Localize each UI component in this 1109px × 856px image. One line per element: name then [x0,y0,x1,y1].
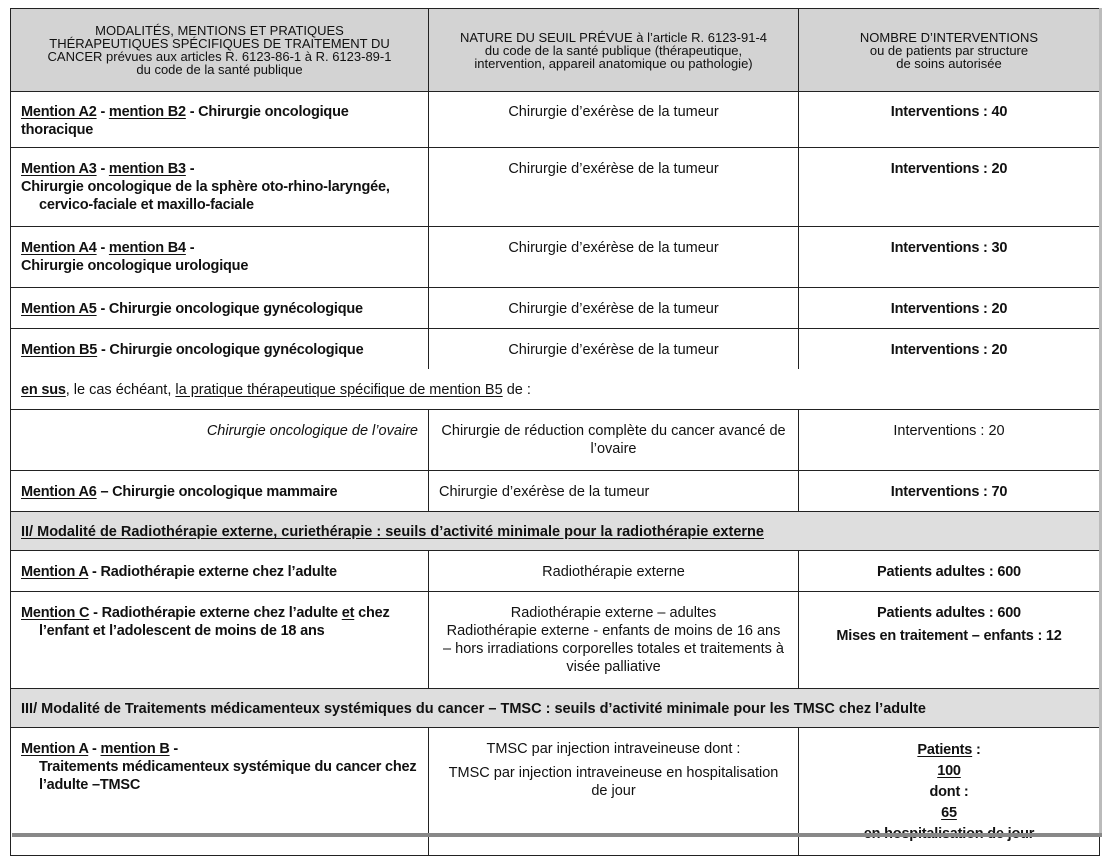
section-title [11,512,1100,551]
nature-cell: Chirurgie d’exérèse de la tumeur [429,471,799,512]
header-text: NATURE DU SEUIL PRÉVUE à l’article R. 6123-91-4 [459,29,768,45]
section-title-text: II/ Modalité de Radiothérapie externe, curiethérapie : seuils d’activité minimale pour la radiothérapie externe [21,524,764,540]
mention-title: - Chirurgie oncologique gynécologique [96,301,363,317]
header-text: NOMBRE D’INTERVENTIONS [859,29,1039,45]
nature-line: TMSC par injection intraveineuse dont : [486,741,741,757]
header-text: du code de la santé publique [136,62,303,77]
mention-title: cervico-faciale et maxillo-faciale [39,197,254,213]
table-row [11,92,1100,148]
table-row [11,227,1100,288]
mention-label: Mention A [21,564,89,580]
table-header-row [11,9,1100,92]
table-row [11,148,1100,227]
count-line [809,740,1089,761]
section-row [11,689,1100,728]
count-cell: Interventions : 30 [799,227,1100,288]
header-text: intervention, appareil anatomique ou pathologie) [474,55,753,71]
threshold-table [10,8,1100,856]
header-modalites [11,9,429,92]
count-line: dont : [929,784,969,800]
count-line: Mises en traitement – enfants : 12 [836,628,1062,644]
mention-title: – Chirurgie oncologique mammaire [96,484,338,500]
header-text: CANCER prévues aux articles R. 6123-86-1 à R. 6123-89-1 [47,49,392,64]
modalite-cell: Chirurgie oncologique de l’ovaire [11,410,429,471]
count-line: Patients adultes : 600 [877,605,1021,621]
mention-label: Mention A4 [21,240,97,256]
nature-line: TMSC par injection intraveineuse en hospitalisation de jour [448,765,779,799]
nature-cell [429,592,799,689]
mention-title: Chirurgie oncologique urologique [21,258,249,274]
mention-title: Chirurgie oncologique de la sphère oto-rhino-laryngée, [21,179,390,195]
mention-label: Mention A5 [21,301,97,317]
mention-label: Mention A3 [21,161,97,177]
mention-label: mention B [100,741,170,757]
count-cell: Interventions : 20 [799,410,1100,471]
mention-title: - Radiothérapie externe chez l’adulte [88,564,337,580]
mention-title: l’enfant et l’adolescent de moins de 18 ans [39,623,325,639]
ensus-link-text: la pratique thérapeutique spécifique de mention B5 [175,382,503,398]
table-row [11,288,1100,329]
mention-label: Mention B5 [21,342,98,358]
header-text: THÉRAPEUTIQUES SPÉCIFIQUES DE TRAITEMENT DU [49,36,390,51]
mention-title: chez [354,605,390,621]
count-cell [799,592,1100,689]
mention-title: - Chirurgie oncologique gynécologique [97,342,364,358]
mention-title: - Radiothérapie externe chez l’adulte [89,605,342,621]
separator: - [96,240,109,256]
table-row [11,369,1100,410]
count-cell: Interventions : 40 [799,92,1100,148]
ensus-text: , le cas échéant, [65,382,176,398]
nature-line: Radiothérapie externe - enfants de moins de 16 ans – hors irradiations corporelles totales et traitements à visée palliative [443,623,784,675]
modalite-cell [11,329,429,370]
header-text: MODALITÉS, MENTIONS ET PRATIQUES [95,23,344,38]
nature-cell: Chirurgie d’exérèse de la tumeur [429,148,799,227]
page-shadow-right [1099,8,1102,837]
nature-line: Radiothérapie externe – adultes [510,605,717,621]
separator: - [96,104,109,120]
header-text: du code de la santé publique (thérapeutique, [484,42,743,58]
section-title-text: III/ Modalité de Traitements médicamenteux systémiques du cancer – TMSC : seuils d’activité minimale pour les TMSC chez l’adulte [21,701,926,717]
separator: - [185,240,195,256]
modalite-cell [11,92,429,148]
mention-label: Mention A2 [21,104,97,120]
table-row [11,551,1100,592]
patients-label: Patients [917,742,973,758]
mention-label: Mention A6 [21,484,97,500]
separator: - [185,161,195,177]
nature-cell: Chirurgie d’exérèse de la tumeur [429,329,799,370]
nature-cell: Chirurgie d’exérèse de la tumeur [429,92,799,148]
ensus-label: en sus [21,382,66,398]
table-row [11,329,1100,370]
nature-cell: Chirurgie de réduction complète du cancer avancé de l’ovaire [429,410,799,471]
modalite-cell [11,288,429,329]
separator: - [88,741,101,757]
separator: - [169,741,179,757]
modalite-cell [11,592,429,689]
nature-cell: Chirurgie d’exérèse de la tumeur [429,227,799,288]
mention-label: mention B4 [108,240,186,256]
separator: - [96,161,109,177]
mention-title: l’adulte –TMSC [39,777,141,793]
count-cell: Interventions : 20 [799,329,1100,370]
count-cell: Patients adultes : 600 [799,551,1100,592]
table-row [11,471,1100,512]
mention-title: et [341,605,355,621]
patients-colon: : [972,742,981,758]
mention-title: - Chirurgie oncologique thoracique [21,104,349,138]
patients-number: 100 [937,763,961,779]
section-row [11,512,1100,551]
mention-label: Mention C [21,605,90,621]
count-cell: Interventions : 20 [799,288,1100,329]
count-line [809,803,1089,824]
modalite-cell [11,471,429,512]
header-nombre [799,9,1100,92]
count-cell: Interventions : 70 [799,471,1100,512]
header-nature [429,9,799,92]
nature-cell: Radiothérapie externe [429,551,799,592]
header-text: de soins autorisée [896,55,1002,71]
mention-label: mention B3 [108,161,186,177]
modalite-cell [11,551,429,592]
modalite-cell [11,227,429,288]
mention-title: Traitements médicamenteux systémique du cancer chez [39,759,417,775]
header-text: ou de patients par structure [869,42,1029,58]
page-shadow-bottom [12,833,1102,837]
table-row [11,410,1100,471]
threshold-table-page [10,8,1099,856]
count-cell: Interventions : 20 [799,148,1100,227]
mention-label: mention B2 [108,104,186,120]
count-line [809,761,1089,782]
modalite-cell [11,148,429,227]
patients-number: 65 [941,805,957,821]
ensus-cell [11,369,1100,410]
section-title [11,689,1100,728]
table-row [11,592,1100,689]
mention-label: Mention A [21,741,89,757]
nature-cell: Chirurgie d’exérèse de la tumeur [429,288,799,329]
ensus-text: de : [502,382,531,398]
